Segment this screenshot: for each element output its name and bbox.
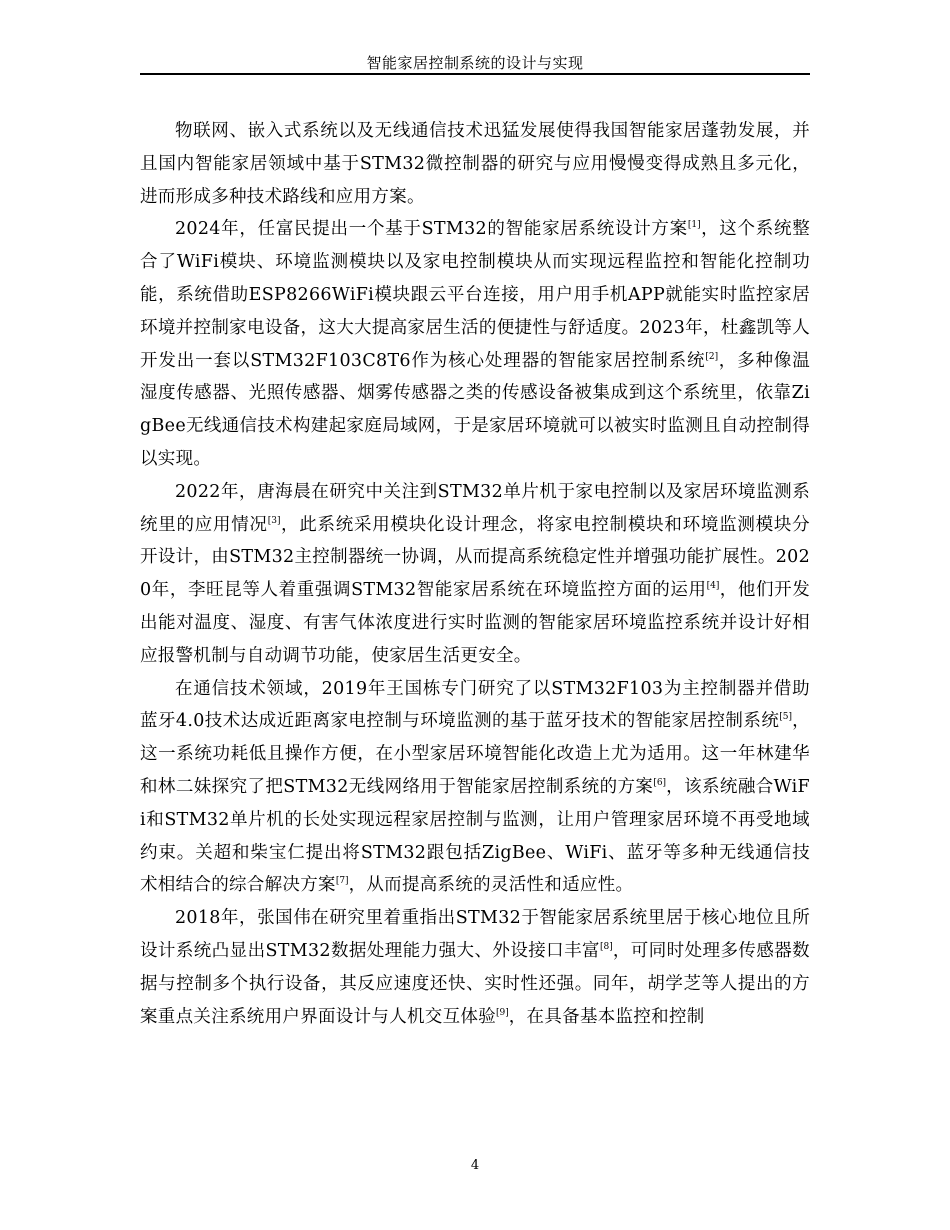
citation-marker: [6] — [653, 777, 667, 788]
citation-marker: [8] — [599, 941, 613, 952]
text-run: 2022年，唐海晨在研究中关注到STM32单片机于家电控制以及家居环境监测系统里的应用情况 — [140, 481, 810, 535]
text-run: ，这个系统整合了WiFi模块、环境监测模块以及家电控制模块从而实现远程监控和智能化控制功能，系统借助ESP8266WiFi模块跟云平台连接，用户用手机APP就能实时监控家居环境并控制家电设备，这大大提高家居生活的便捷性与舒适度。2023年，杜鑫凯等人开发出一套以STM32F103C8T6作为核心处理器的智能家居控制系统 — [140, 219, 810, 371]
text-run: ，这一系统功耗低且操作方便，在小型家居环境智能化改造上尤为适用。这一年林建华和林二妹探究了把STM32无线网络用于智能家居控制系统的方案 — [140, 711, 810, 797]
text-run: ，从而提高系统的灵活性和适应性。 — [348, 875, 634, 896]
text-run: ，此系统采用模块化设计理念，将家电控制模块和环境监测模块分开设计，由STM32主控制器统一协调，从而提高系统稳定性并增强功能扩展性。2020年，李旺昆等人着重强调STM32智能家居系统在环境监控方面的运用 — [140, 514, 810, 601]
header-rule — [140, 73, 810, 75]
paragraph — [140, 115, 810, 213]
text-run: 物联网、嵌入式系统以及无线通信技术迅猛发展使得我国智能家居蓬勃发展，并且国内智能家居领域中基于STM32微控制器的研究与应用慢慢变得成熟且多元化，进而形成多种技术路线和应用方案。 — [140, 121, 810, 207]
text-run: 2018年，张国伟在研究里着重指出STM32于智能家居系统里居于核心地位且所设计系统凸显出STM32数据处理能力强大、外设接口丰富 — [140, 908, 810, 961]
text-run: ，可同时处理多传感器数据与控制多个执行设备，其反应速度还快、实时性还强。同年，胡学芝等人提出的方案重点关注系统用户界面设计与人机交互体验 — [140, 940, 810, 1027]
citation-marker: [9] — [496, 1007, 509, 1018]
citation-marker: [3] — [267, 515, 281, 526]
citation-marker: [4] — [706, 581, 720, 592]
citation-marker: [7] — [335, 876, 349, 887]
body-text — [140, 115, 810, 1033]
paragraph — [140, 673, 810, 903]
text-run: ，该系统融合WiFi和STM32单片机的长处实现远程家居控制与监测，让用户管理家居环境不再受地域约束。关超和柴宝仁提出将STM32跟包括ZigBee、WiFi、蓝牙等多种无线通信技术相结合的综合解决方案 — [140, 776, 810, 896]
citation-marker: [1] — [687, 220, 701, 231]
paragraph — [140, 902, 810, 1033]
paragraph — [140, 476, 810, 673]
citation-marker: [5] — [779, 712, 793, 723]
text-run: 在通信技术领域，2019年王国栋专门研究了以STM32F103为主控制器并借助蓝牙4.0技术达成近距离家电控制与环境监测的基于蓝牙技术的智能家居控制系统 — [140, 678, 810, 732]
text-run: ，在具备基本监控和控制 — [508, 1006, 705, 1027]
citation-marker: [2] — [705, 351, 719, 362]
text-run: ，他们开发出能对温度、湿度、有害气体浓度进行实时监测的智能家居环境监控系统并设计好相应报警机制与自动调节功能，使家居生活更安全。 — [140, 580, 811, 666]
paragraph — [140, 213, 810, 475]
page-number: 4 — [470, 1158, 480, 1173]
text-run: 2024年，任富民提出一个基于STM32的智能家居系统设计方案 — [175, 219, 688, 240]
text-run: ，多种像温湿度传感器、光照传感器、烟雾传感器之类的传感设备被集成到这个系统里，依靠ZigBee无线通信技术构建起家庭局域网，于是家居环境就可以被实时监测且自动控制得以实现。 — [140, 350, 811, 469]
page-header: 智能家居控制系统的设计与实现 — [366, 54, 584, 72]
